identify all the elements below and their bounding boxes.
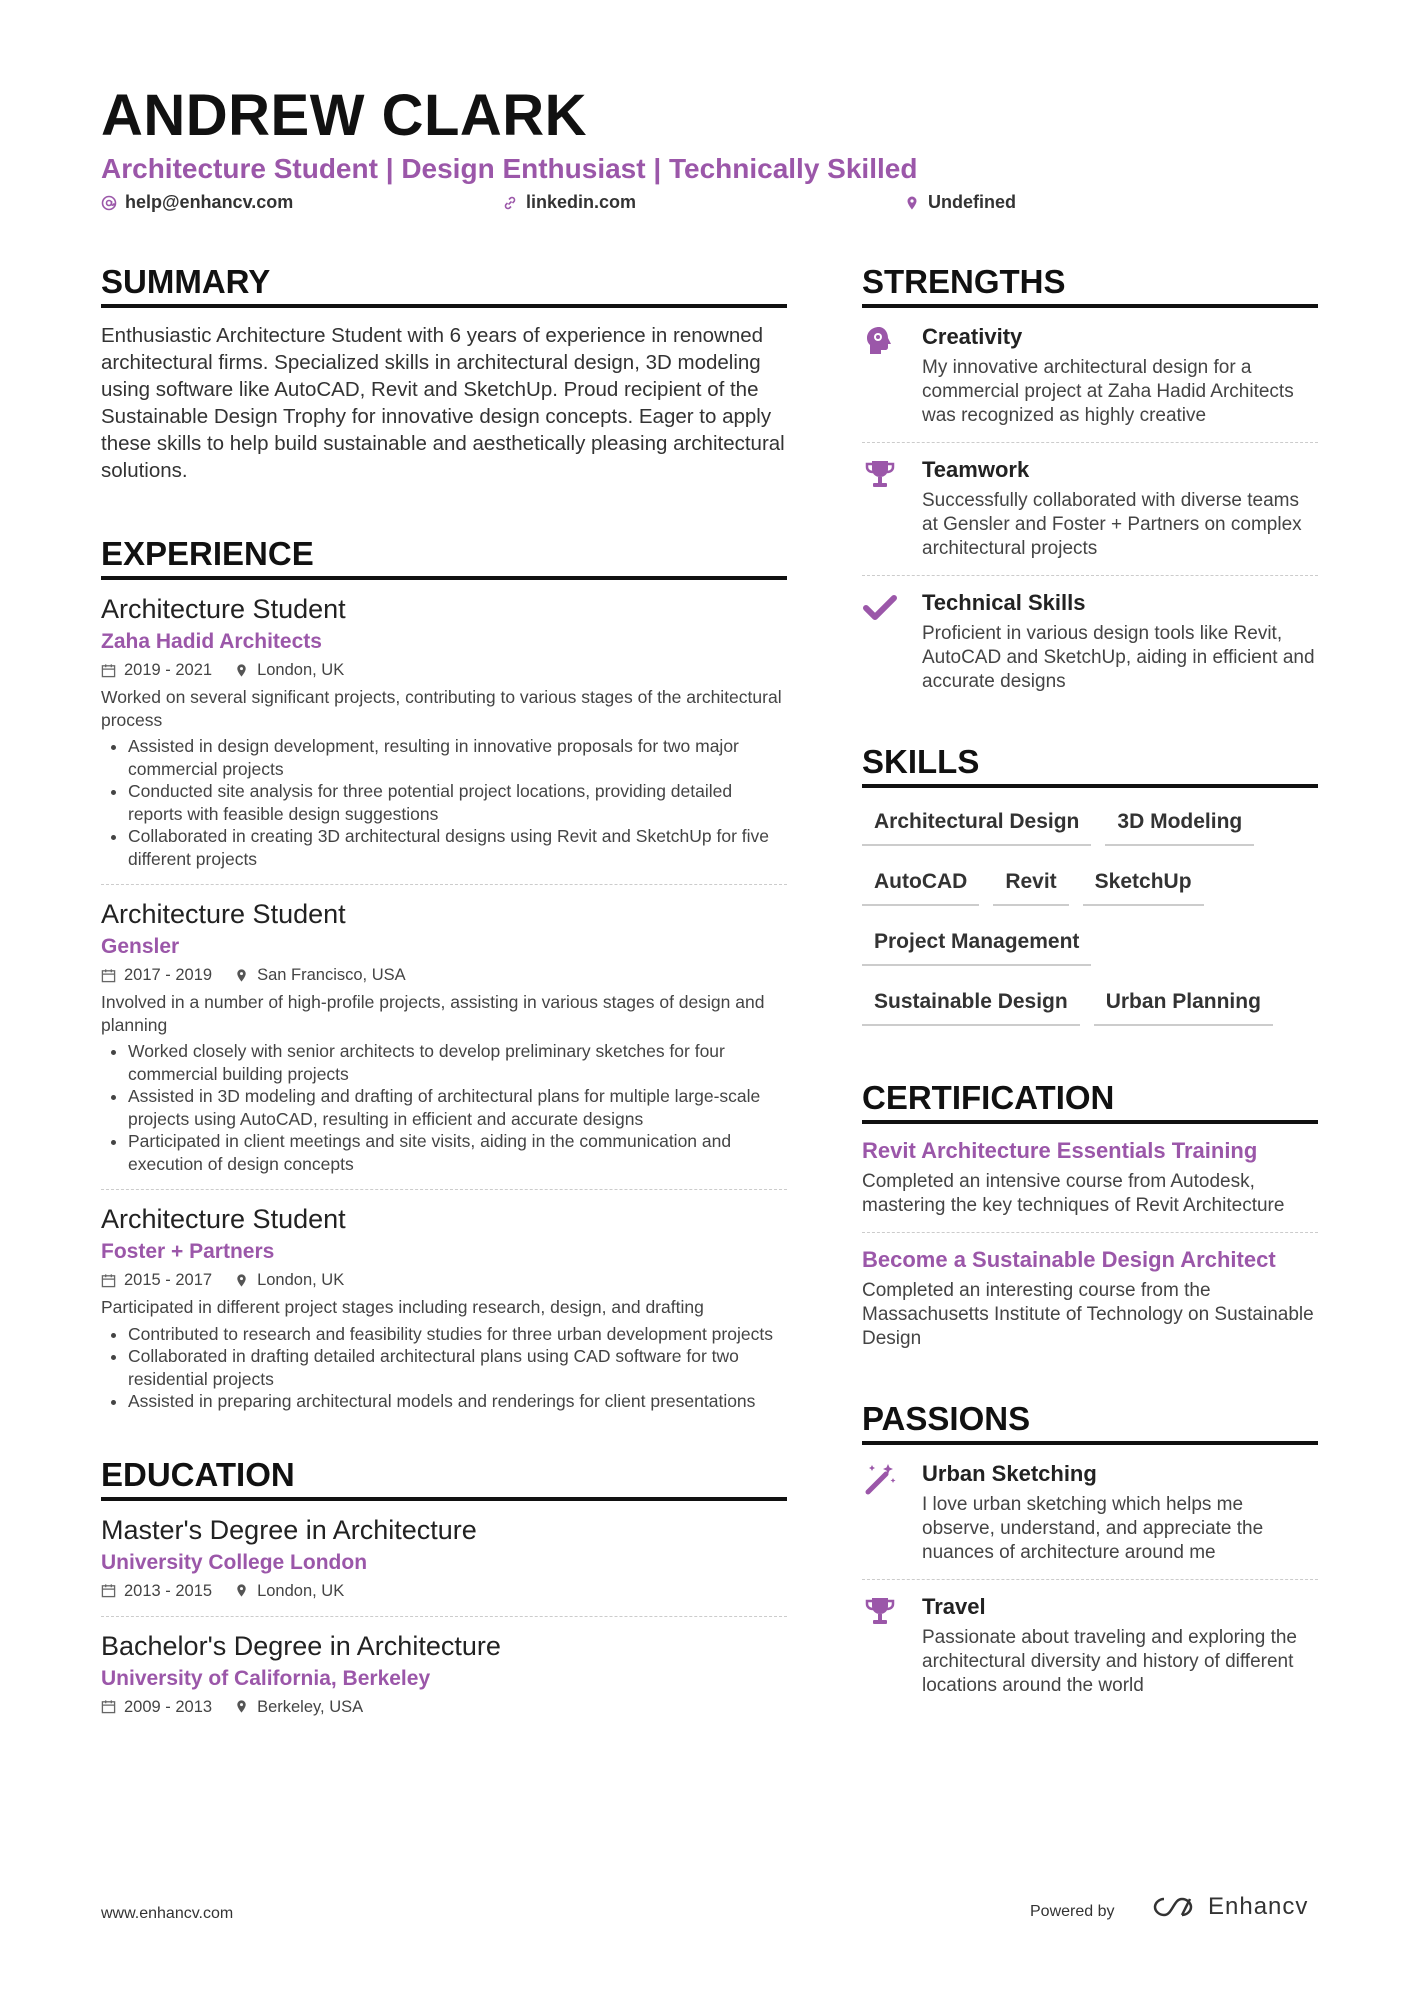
location-pin-icon [234, 663, 249, 678]
list-item: • Assisted in design development, resulting in innovative proposals for two major commercial projects [128, 735, 787, 780]
footer-url[interactable]: www.enhancv.com [101, 1905, 234, 1922]
email-text: help@enhancv.com [125, 192, 294, 212]
strengths-heading: STRENGTHS [862, 262, 1318, 308]
experience-entry [101, 1202, 787, 1413]
strength-title: Teamwork [922, 457, 1030, 482]
at-icon [101, 195, 117, 211]
passion-item [862, 1592, 1318, 1698]
certification-item [862, 1245, 1318, 1351]
passion-title: Urban Sketching [922, 1461, 1097, 1486]
list-item: • Participated in client meetings and site visits, aiding in the communication and execution of design concepts [128, 1130, 787, 1175]
passion-text: Passionate about traveling and exploring the architectural diversity and history of different locations around the world [922, 1627, 1297, 1696]
list-item: • Conducted site analysis for three potential project locations, providing detailed reports with feasible design suggestions [128, 780, 787, 825]
job-location: London, UK [257, 1271, 345, 1289]
company-name: Foster + Partners [101, 1240, 275, 1263]
skill-tag: AutoCAD [862, 858, 979, 906]
certification-title: Become a Sustainable Design Architect [862, 1247, 1276, 1272]
passion-text: I love urban sketching which helps me observe, understand, and appreciate the nuances of architecture around me [922, 1494, 1264, 1563]
location-pin-icon [234, 968, 249, 983]
company-name: Zaha Hadid Architects [101, 630, 322, 653]
contact-email[interactable] [101, 192, 293, 213]
job-dates: 2019 - 2021 [124, 661, 213, 679]
passion-title: Travel [922, 1594, 986, 1619]
divider [101, 1616, 787, 1617]
strength-item [862, 455, 1318, 561]
location-pin-icon [904, 195, 920, 211]
skill-tag: Revit [993, 858, 1068, 906]
location-text: Undefined [928, 192, 1016, 212]
summary-text: Enthusiastic Architecture Student with 6 years of experience in renowned architectural firms. Specialized skills in architectural design, 3D modeling using software like AutoCAD, Revit and SketchUp. Proud recipient of the Sustainable Design Trophy for innovative design concepts. Eager to apply these skills to help build sustainable and aesthetically pleasing architectural solutions. [101, 324, 785, 482]
candidate-name: ANDREW CLARK [101, 83, 588, 148]
job-dates: 2017 - 2019 [124, 966, 213, 984]
degree-title: Bachelor's Degree in Architecture [101, 1630, 501, 1661]
linkedin-text: linkedin.com [526, 192, 637, 212]
education-location: London, UK [257, 1581, 345, 1600]
divider [862, 442, 1318, 443]
skill-tag: Urban Planning [1094, 978, 1273, 1026]
school-name: University College London [101, 1550, 368, 1574]
passions-heading: PASSIONS [862, 1399, 1318, 1445]
job-dates: 2015 - 2017 [124, 1271, 213, 1289]
job-description: Participated in different project stages including research, design, and drafting [101, 1297, 704, 1317]
education-location: Berkeley, USA [257, 1697, 364, 1716]
job-title: Architecture Student [101, 594, 346, 624]
calendar-icon [101, 1583, 116, 1598]
divider [862, 1579, 1318, 1580]
divider [862, 575, 1318, 576]
skills-heading: SKILLS [862, 742, 1318, 788]
company-name: Gensler [101, 935, 180, 958]
skill-tag: SketchUp [1083, 858, 1204, 906]
list-item: • Contributed to research and feasibility studies for three urban development projects [128, 1323, 787, 1346]
education-dates: 2013 - 2015 [124, 1581, 213, 1600]
skill-tag: Architectural Design [862, 798, 1091, 846]
job-description: Worked on several significant projects, contributing to various stages of the architectural process [101, 687, 782, 730]
trophy-icon [862, 1594, 898, 1630]
powered-by-label: Powered by [1030, 1903, 1115, 1920]
location-pin-icon [234, 1583, 249, 1598]
certification-text: Completed an interesting course from the Massachusetts Institute of Technology on Sustainable Design [862, 1280, 1314, 1349]
job-title: Architecture Student [101, 899, 346, 929]
list-item: • Worked closely with senior architects to develop preliminary sketches for four commercial building projects [128, 1040, 787, 1085]
list-item: • Collaborated in creating 3D architectural designs using Revit and SketchUp for five different projects [128, 825, 787, 870]
brand-name: Enhancv [1208, 1893, 1309, 1920]
certification-title: Revit Architecture Essentials Training [862, 1138, 1258, 1163]
education-entry [101, 1629, 787, 1718]
job-title: Architecture Student [101, 1204, 346, 1234]
degree-title: Master's Degree in Architecture [101, 1514, 477, 1545]
left-column [101, 262, 787, 1718]
list-item: • Collaborated in drafting detailed architectural plans using CAD software for two residential projects [128, 1345, 787, 1390]
passion-item [862, 1459, 1318, 1565]
calendar-icon [101, 968, 116, 983]
education-dates: 2009 - 2013 [124, 1697, 213, 1716]
certification-text: Completed an intensive course from Autodesk, mastering the key techniques of Revit Architecture [862, 1171, 1285, 1216]
school-name: University of California, Berkeley [101, 1666, 431, 1690]
experience-entry [101, 897, 787, 1175]
candidate-tagline: Architecture Student | Design Enthusiast | Technically Skilled [101, 153, 918, 184]
strength-text: My innovative architectural design for a commercial project at Zaha Hadid Architects was recognized as highly creative [922, 357, 1294, 426]
summary-heading: SUMMARY [101, 262, 787, 308]
strength-text: Successfully collaborated with diverse teams at Gensler and Foster + Partners on complex architectural projects [922, 490, 1302, 559]
job-bullets [101, 1040, 787, 1175]
head-icon [862, 324, 898, 360]
check-icon [862, 590, 898, 626]
skill-tag: Project Management [862, 918, 1091, 966]
contact-location [904, 192, 1016, 213]
strength-text: Proficient in various design tools like Revit, AutoCAD and SketchUp, aiding in efficient and accurate designs [922, 623, 1315, 692]
job-description: Involved in a number of high-profile projects, assisting in various stages of design and planning [101, 992, 765, 1035]
list-item: • Assisted in 3D modeling and drafting of architectural plans for multiple large-scale projects using AutoCAD, resulting in efficient and accurate designs [128, 1085, 787, 1130]
strength-title: Technical Skills [922, 590, 1086, 615]
strength-item [862, 588, 1318, 694]
link-icon [502, 195, 518, 211]
education-entry [101, 1513, 787, 1602]
job-bullets [101, 1323, 787, 1413]
experience-heading: EXPERIENCE [101, 534, 787, 580]
list-item: • Assisted in preparing architectural models and renderings for client presentations [128, 1390, 787, 1413]
divider [101, 1189, 787, 1190]
enhancv-logo-icon [1150, 1893, 1198, 1921]
strength-item [862, 322, 1318, 428]
calendar-icon [101, 1699, 116, 1714]
skills-list [862, 798, 1318, 1038]
divider [101, 884, 787, 885]
location-pin-icon [234, 1273, 249, 1288]
enhancv-logo[interactable] [1150, 1893, 1308, 1921]
skill-tag: 3D Modeling [1105, 798, 1254, 846]
certification-heading: CERTIFICATION [862, 1078, 1318, 1124]
right-column [862, 262, 1318, 1698]
location-pin-icon [234, 1699, 249, 1714]
magic-wand-icon [862, 1461, 898, 1497]
education-heading: EDUCATION [101, 1455, 787, 1501]
calendar-icon [101, 1273, 116, 1288]
strength-title: Creativity [922, 324, 1023, 349]
certification-item [862, 1136, 1318, 1218]
skill-tag: Sustainable Design [862, 978, 1080, 1026]
calendar-icon [101, 663, 116, 678]
divider [862, 1232, 1318, 1233]
trophy-icon [862, 457, 898, 493]
job-location: San Francisco, USA [257, 966, 406, 984]
job-bullets [101, 735, 787, 870]
contact-linkedin[interactable] [502, 192, 636, 213]
job-location: London, UK [257, 661, 345, 679]
experience-entry [101, 592, 787, 870]
